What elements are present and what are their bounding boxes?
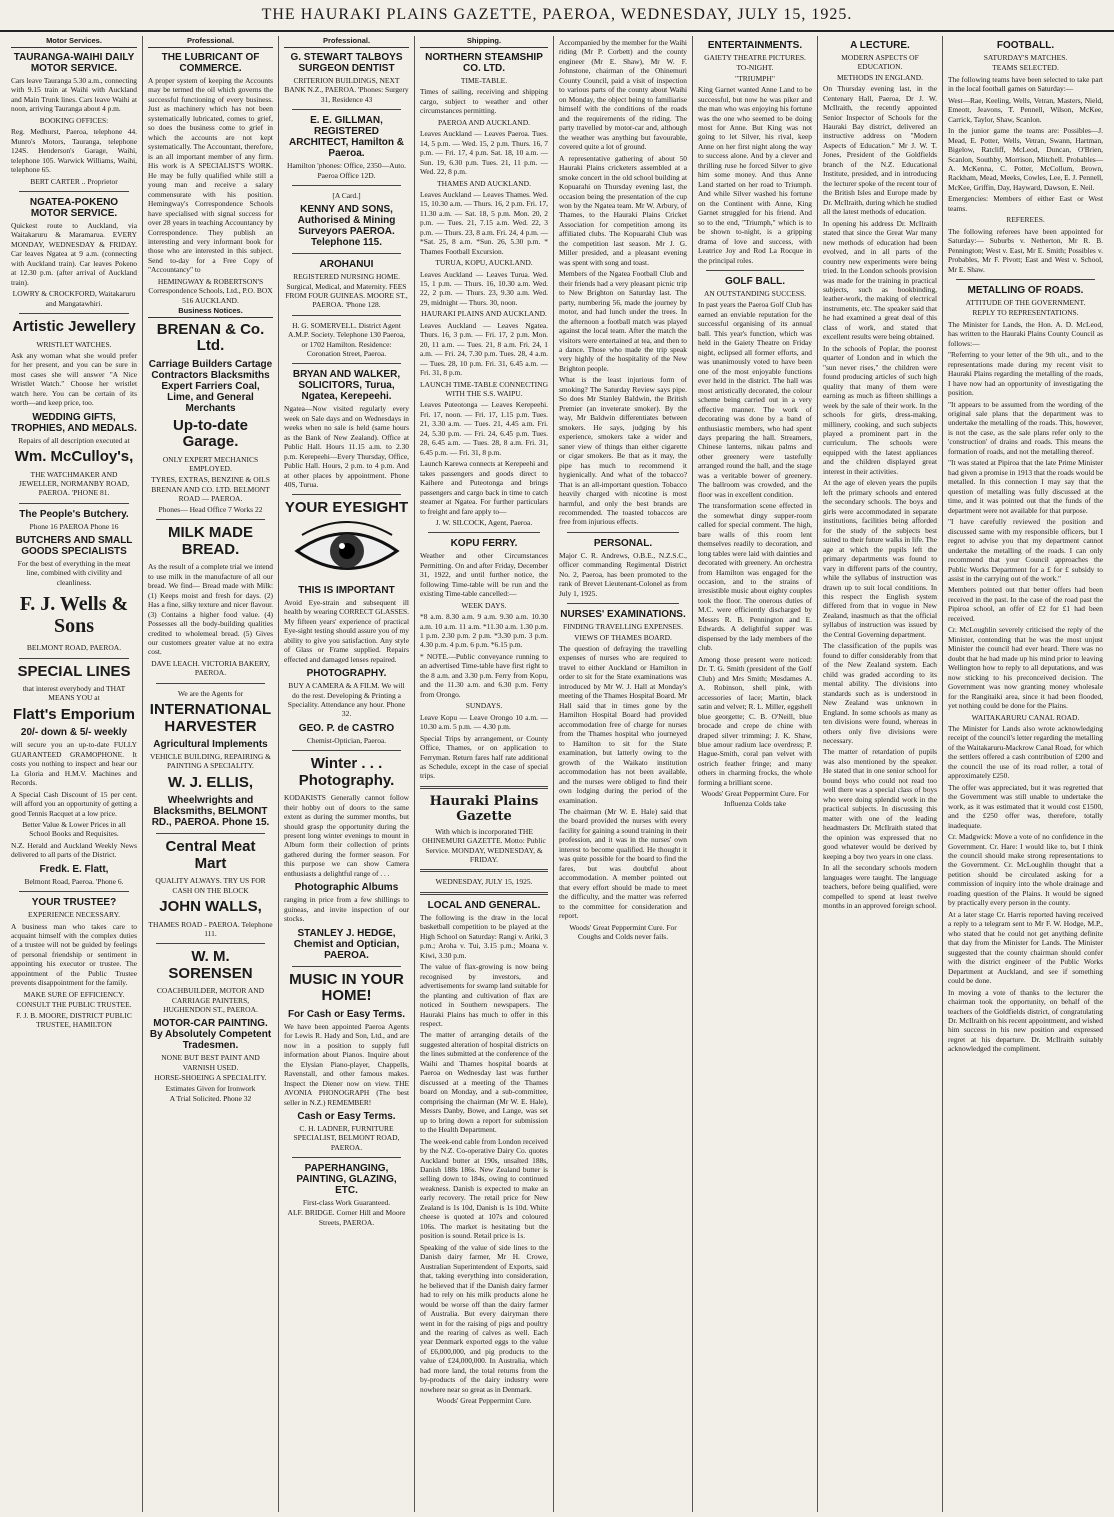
timetable-heading: TURUA, KOPU, AUCKLAND. xyxy=(435,258,533,268)
ad-heading: Wm. McCulloy's, xyxy=(14,448,134,466)
column-professional xyxy=(279,36,415,1512)
proprietor: BERT CARTER .. Proprietor xyxy=(30,176,118,186)
article-subheading: REPLY TO REPRESENTATIONS. xyxy=(972,308,1079,318)
ad-subheading: MAKE SURE OF EFFICIENCY. xyxy=(23,989,125,999)
ad-text: NONE BUT BEST PAINT AND VARNISH USED. xyxy=(161,1053,260,1072)
ad-text: Better Value & Lower Prices in all School Books and Requisites. xyxy=(22,820,126,839)
ad-text: First-class Work Guaranteed. xyxy=(302,1198,391,1208)
ad-text: CRITERION BUILDINGS, NEXT BANK N.Z., PAEROA. 'Phones: Surgery 31, Residence 43 xyxy=(284,76,409,104)
divider xyxy=(292,315,401,316)
ad-heading: 20/- down & 5/- weekly xyxy=(20,727,128,739)
ad-text: Times of sailing, receiving and shipping cargo, subject to weather and other circumstances permitting. xyxy=(420,87,548,116)
footer-ad: Woods' Great Peppermint Cure. For Coughs and Colds never fails. xyxy=(569,922,677,941)
ad-heading: W. M. SORENSEN xyxy=(168,948,253,982)
ad-heading: Carriage Builders Cartage Contractors Blacksmiths Expert Farriers Coal, Lime, and General Merchants xyxy=(148,358,273,414)
article-subheading: SATURDAY'S MATCHES. xyxy=(983,53,1068,62)
ad-subheading: BOOKING OFFICES: xyxy=(39,115,109,125)
ad-signature: HEMINGWAY & ROBERTSON'S Correspondence Schools, Ltd., P.O. BOX 516 AUCKLAND. xyxy=(148,276,273,305)
ad-heading: Artistic Jewellery xyxy=(12,318,136,335)
ad-heading: NGATEA-POKENO MOTOR SERVICE. xyxy=(29,196,119,219)
divider xyxy=(19,191,129,192)
article-text: Among those present were noticed: Dr. T. G. Smith (president of the Golf Club) and Mrs Smith; Mesdames A. A. Robinson, shell pink, with accessories of lace; Martin, black satin and velvet; R. L. Miller, eggshell blue georgette; C. B. O'Neill, blue brocade and crepe de chine with draped silver trimming; J. K. Shaw, blue amour radium lace overdress; P. Hague-Smith, coral pan velvet with ostrich feather fringe; and many others in charming frocks, the whole forming a brilliant scene. xyxy=(698,654,812,787)
article-text: The following is the draw in the local basketball competition to be played at the High School on Saturday: Rangi v. Ariki, 3 p.m.; Aroha v. Tui, 3.15 p.m.; Moana v. Kiwi, 3.30 p.m. xyxy=(420,912,548,960)
article-text: Accompanied by the member for the Waihi riding (Mr P. Corbett) and the county engineer (Mr E. Shaw), Mr W. F. Johnstone, chairman of the Ohinemuri County Council, paid a visit of inspection to various parts of the county about Waihi on Monday, the object being to familiarise himself with the conditions of the roads and the requirements of the riding. The party travelled by motor-car and, although the weather was anything but favourable, covered quite a lot of ground. xyxy=(559,38,687,152)
article-subheading: TO-NIGHT. xyxy=(736,63,774,73)
article-text: The classification of the pupils was found to differ considerably from that of the New Zealand system. Each child was graded according to its mental ability. The divisions into standards such as is understood in New Zealand was unknown in England. In some schools as many as ten divisions were found, whereas in others only five divisions were necessary. xyxy=(823,641,937,745)
divider xyxy=(292,363,401,364)
footer-ad: Woods' Great Peppermint Cure. For Influenza Colds take xyxy=(701,789,809,808)
masthead-title: THE HAURAKI PLAINS GAZETTE, PAEROA, WEDNESDAY, JULY 15, 1925. xyxy=(261,6,853,23)
article-text: The following referees have been appointed for Saturday:— Suburbs v. Netherton, Mr R. B. Pennington; West v. East, Mr E. Smith; Possibles v. Probables, Mr F. Pivott; East and West v. School, Mr E. Shaw. xyxy=(948,226,1103,274)
divider xyxy=(19,658,129,659)
divider xyxy=(567,603,679,604)
column-entertainments xyxy=(693,36,818,1512)
ad-text: Quickest route to Auckland, via Waitakaruru & Maramarua. EVERY MONDAY, WEDNESDAY & FRIDAY. Car leaves Ngatea at 9 a.m. (connecting with Auckland train). Car leaves Pokeno at 12.30 p.m. (after arrival of Auckland train). xyxy=(11,220,137,287)
ad-heading: F. J. Wells & Sons xyxy=(19,593,129,638)
gazette-nameplate: Hauraki Plains Gazette xyxy=(429,793,539,824)
timetable-heading: SUNDAYS. xyxy=(465,701,503,711)
gazette-subtitle: With which is incorporated THE OHINEMURI GAZETTE. Motto: Public Service. MONDAY, WEDNESDAY, & FRIDAY. xyxy=(422,826,546,865)
ad-heading: Flatt's Emporium xyxy=(13,705,135,723)
ad-heading: Photographic Albums xyxy=(294,882,399,894)
ad-heading: YOUR EYESIGHT xyxy=(284,499,409,517)
ad-heading: Fredk. E. Flatt, xyxy=(39,863,109,875)
ad-signature: J. W. SILCOCK, Agent, Paeroa. xyxy=(435,517,533,527)
article-heading: GOLF BALL. xyxy=(725,276,785,288)
article-text: The value of flax-growing is now being recognised by investors, and advertisements for swamp land suitable for the planting and cultivation of flax are noticed in Southern newspapers. The Hauraki Plains has much to offer in this respect. xyxy=(420,962,548,1028)
article-text: The offer was appreciated, but it was regretted that the Government was still unable to undertake the work, as it was estimated that it would cost £1500, and the £250 offer was, therefore, totally inadequate. xyxy=(948,782,1103,830)
article-text: Emergencies: Members of either East or West teams. xyxy=(948,194,1103,213)
article-heading: LOCAL AND GENERAL. xyxy=(427,899,541,911)
divider xyxy=(156,519,265,520)
article-text: In opening his address Dr. McIlraith stated that since the Great War many new methods of education had been evolved, and in all parts of the country new experiments were being tried. In the London schools provision was made for the training in practical subjects, such as bookbinding, leather-work, the making of electrical instruments, etc. The speaker said that he had examined a great deal of this class of work, and stated that excellent results were being obtained. xyxy=(823,218,937,342)
ad-heading: MUSIC IN YOUR HOME! xyxy=(289,970,404,1005)
section-heading: Business Notices. xyxy=(148,306,273,318)
ad-heading: E. E. GILLMAN, REGISTERED ARCHITECT, Hamilton & Paeroa. xyxy=(289,115,404,160)
section-heading: Shipping. xyxy=(420,36,548,48)
ad-text: N.Z. Herald and Auckland Weekly News delivered to all parts of the District. xyxy=(11,840,137,860)
divider xyxy=(292,109,401,110)
timetable-heading: WEEK DAYS. xyxy=(461,600,507,610)
timetable: Leaves Auckland — Leaves Ngatea. Thurs. 16, 3 p.m. — Fri. 17, 2 p.m. Mon. 20, 11 a.m. — Tues. 21, 8 a.m. Fri. 24, 1 a.m. — Fri. 24, 7.30 p.m. Tues. 28, 4 a.m. — Tues. 28, 10 p.m. Fri. 31, 6.45 a.m. — Fri. 31, 8 p.m. xyxy=(420,320,548,378)
article-subheading: TEAMS SELECTED. xyxy=(992,63,1059,73)
ad-text: BUY A CAMERA & A FILM. We will do the rest. Developing & Printing a Speciality. Attendance any hour. Phone 32. xyxy=(287,681,406,719)
ad-text: A business man who takes care to acquaint himself with the complex duties of a trustee will not be guided by feelings of personal friendship or sentiment in appointing his executor or trustee. The appointment of the Public Trustee prevents disappointment for the family. xyxy=(11,921,137,988)
ad-signature: C. H. LADNER, FURNITURE SPECIALIST, BELMONT ROAD, PAEROA. xyxy=(293,1123,400,1152)
article-subheading: FINDING TRAVELLING EXPENSES. xyxy=(563,622,683,632)
divider xyxy=(156,833,265,834)
column-shipping xyxy=(415,36,554,1512)
article-text: Members pointed out that better offers had been received in the past. In the case of the road past the Pipiroa school, an offer of £2 for £1 had been received. xyxy=(948,585,1103,623)
ad-text: Phones— Head Office 7 Works 22 xyxy=(158,504,263,514)
ad-heading: MILK MADE BREAD. xyxy=(168,524,253,558)
section-heading: Motor Services. xyxy=(11,36,137,48)
article-subheading: REFEREES. xyxy=(1006,215,1045,225)
footer-ad: Woods' Great Peppermint Cure. xyxy=(436,1396,532,1406)
ad-subheading: WRISTLET WATCHES. xyxy=(36,339,112,349)
article-text: At the age of eleven years the pupils left the primary schools and entered the secondary schools. The boys and girls were accommodated in separate institutions, facilities being afforded for the study of the subjects best suited to their future walks in life. The age at which the pupils left the primary departments was found to vary in different parts of the country, while the syllabus of instruction was drawn up to suit local conditions. In this respect the English system differed from that in vogue in New Zealand, inasmuch as that the official syllabus of instruction was issued by the Central Governing department. xyxy=(823,478,937,639)
divider xyxy=(156,683,265,684)
ad-text: COACHBUILDER, MOTOR AND CARRIAGE PAINTERS, HUGHENDON ST., PAEROA. xyxy=(156,986,265,1015)
ad-heading: MOTOR-CAR PAINTING. By Absolutely Competent Tradesmen. xyxy=(149,1018,272,1052)
ad-subheading: For Cash or Easy Terms. xyxy=(287,1008,406,1020)
column-news xyxy=(554,36,693,1512)
ad-heading: The People's Butchery. xyxy=(19,508,129,520)
ad-heading: BRYAN AND WALKER, SOLICITORS, Turua, Ngatea, Kerepeehi. xyxy=(292,369,401,403)
ad-heading: BRENAN & Co. Ltd. xyxy=(156,320,265,355)
divider xyxy=(156,943,265,944)
divider xyxy=(706,270,804,271)
issue-date: WEDNESDAY, JULY 15, 1925. xyxy=(435,877,533,887)
ad-heading: G. STEWART TALBOYS SURGEON DENTIST xyxy=(290,52,403,74)
masthead xyxy=(0,0,1114,32)
divider xyxy=(567,532,679,533)
article-text: In the junior game the teams are: Possibles—J. Mead, E. Potter, Wells, Vetran, Swann, Hartman, Bigelow, Ratcliff, McLeod, Duncan, O'Brien, Scanlon, Southby, Morrison, Mitchell. Probables—A. McKenna, C. Potter, McCollum, Brown, Rackham, Mead, Meeks, Cowles, Lee, E. J. Pennell, McKee, Griffin, Day, Hayward, Dawson, E. Neil. xyxy=(948,126,1103,192)
article-text: Cr. McLoughlin severely criticised the reply of the Minister, contending that he was the most unjust Minister the council had ever heard. There was no doubt that he had made up his mind prior to leaving Wellington how to reply to all deputations, and was now sticking to his preconceived decision. The Government was now granting money wholesale for the Rangitaiki area, since it had been flooded, yet nothing could be done for the Plains. xyxy=(948,625,1103,711)
article-text: "It was stated at Pipiroa that the late Prime Minister had given a promise in 1913 that the roads would be metalled. In this connection I may say that the question of metalling was fully discussed at the time, and it was pointed out that the funds of the department were not available for that purpose. xyxy=(948,458,1103,515)
ad-heading: PAPERHANGING, PAINTING, GLAZING, ETC. xyxy=(296,1163,397,1197)
divider xyxy=(428,532,540,533)
article-text: Members of the Ngatea Football Club and their friends had a very pleasant picnic trip to New Brighton on Saturday last. The party, numbering 56, made the journey by motor, and had lunch under the trees. In the afternoon a football match was played against the local team. After the match the visitors were entertained at tea, and then to a dance. Those who made the trip speak very highly of the hospitality of the New Brighton people. xyxy=(559,269,687,373)
article-text: Cr. Madgwick: Move a vote of no confidence in the Government. Cr. Hare: I would like to, but I think the council should make strong representations to the Government. Cr. McLoughlin thought that a petition should be circulated asking for a commission of inquiry into the whole drainage and roading question of the Plains. It would be signed by practically every person in the county. xyxy=(948,832,1103,908)
article-text: The week-end cable from London received by the N.Z. Co-operative Dairy Co. quotes Auckland butter at 190s, unsalted 188s, Danish 188s 186s. New Zealand butter is selling down to 184s, owing to continued weakness. Danish is expected to make an early recovery. The retail price for New Zealand is 1s 10d, Danish is 1s 10d. White cheese is quoted at 107s and coloured 106s. The market is hesitating but the position is sound. Retail price is 1s. xyxy=(420,1136,548,1241)
ad-text: Special Trips by arrangement, or County Office, Thames, or on application to Ferryman. Return fares half rate additional as Schedule, except in the case of special trips. xyxy=(420,733,548,781)
ad-text: Cars leave Tauranga 5.30 a.m., connecting with 9.15 train at Waihi with Auckland and Main Trunk lines. Cars leave Waihi at noon, arriving Tauranga about 4 p.m. xyxy=(11,76,137,114)
timetable: Leaves Auckland — Leaves Thames. Wed. 15, 10.30 a.m. — Thurs. 16, 2 p.m. Fri. 17, 11.30 a.m. — Sat. 18, 5 p.m. Mon. 20, 2 p.m. — Tues. 21, 7.15 a.m. Wed. 22, 3 p.m. — Thurs. 23, 8 a.m. Fri. 24, 4 p.m. — *Sat. 25, 8 a.m. *Sun. 26, 5.30 p.m. * Thames Football Excursion. xyxy=(420,189,548,256)
article-heading: FOOTBALL. xyxy=(996,40,1055,51)
ad-subheading: Cash or Easy Terms. xyxy=(297,1110,396,1122)
ad-text: Hamilton 'phones: Office, 2350—Auto. Paeroa Office 12D. xyxy=(287,161,406,180)
ad-heading: KENNY AND SONS, Authorised & Mining Surveyors PAEROA. Telephone 115. xyxy=(297,204,396,249)
article-text: West—Rae, Keeling, Wells, Vetran, Masters, Nield, Emeott, Jeavons, T. Pennell, Wilson, McKee, Carrick, Taylor, Shaw, Scanlon. xyxy=(948,95,1103,124)
article-text: Speaking of the value of side lines to the Danish dairy farmer, Mr H. Crowe, Australian Superintendent of Exports, said that, taking everything into consideration, he believed that if the Danish dairy farmer had to rely on his milk products alone he would be worse off than the dairy farmer of Australia. But every dairyman there went in for the raising of pigs and poultry and the rearing of calves as well. Each year Denmark exported eggs to the value of £6,000,000, and pig products to the value of £24,000,000. In Australia, which had more land, the total returns from the by-products of the dairy industry were nowhere near so great as in Denmark. xyxy=(420,1242,548,1394)
article-text: The following teams have been selected to take part in the local football games on Saturday:— xyxy=(948,74,1103,94)
ad-text: For the best of everything in the meat line, combined with civility and cleanliness. xyxy=(17,559,131,587)
ad-text: THE WATCHMAKER AND JEWELLER, NORMANBY ROAD, PAEROA. 'PHONE 81. xyxy=(18,469,130,498)
article-subheading: WAITAKARURU CANAL ROAD. xyxy=(971,712,1080,722)
divider xyxy=(420,892,548,895)
ad-subheading: TIME-TABLE. xyxy=(460,76,508,85)
ad-text: THAMES ROAD - PAEROA. Telephone 111. xyxy=(148,919,273,938)
ad-text: VEHICLE BUILDING, REPAIRING & PAINTING A SPECIALITY. xyxy=(150,752,271,771)
article-text: The question of defraying the travelling expenses of nurses who are required to travel to either Auckland or Hamilton in order to sit for the State examinations was introduced by Mr W. J. Hall at Monday's meeting of the Thames Hospital Board. Mr Hall said that in times gone by the Hamilton Hospital Board had provided accommodation free of charge for nurses from the Thames hospital who journeyed to Hamilton to sit for the State examination, but latterly owing to the growth of the Waikato institution accommodation has not been available, and the nurses were obliged to find their own lodging during the period of the examination. xyxy=(559,644,687,805)
divider xyxy=(420,786,548,789)
ad-signature: DAVE LEACH. VICTORIA BAKERY, PAEROA. xyxy=(151,658,270,678)
article-text: Major C. R. Andrews, O.B.E., N.Z.S.C., officer commanding Regimental District No. 2, Paeroa, has been promoted to the rank of Brevet Lieutenant-Colonel as from July 1, 1925. xyxy=(559,550,687,598)
ad-heading: Up-to-date Garage. xyxy=(173,416,248,451)
divider xyxy=(292,966,401,967)
column-professional-business xyxy=(143,36,279,1512)
timetable: Leaves Auckland — Leaves Paeroa. Tues. 14, 5 p.m. — Wed. 15, 2 p.m. Thurs. 16, 7 p.m. — Fri. 17, 4 p.m. Sat. 18, 10 a.m. — Sun. 19, 6.30 p.m. Tues. 21, 11 p.m. — Wed. 22, 8 p.m. xyxy=(420,129,548,177)
ad-heading: TAURANGA-WAIHI DAILY MOTOR SERVICE. xyxy=(13,52,135,74)
column-football-roads xyxy=(943,36,1108,1512)
ad-heading: W. J. ELLIS, xyxy=(167,773,253,791)
article-text: The matter of arranging details of the suggested alteration of hospital districts on the lines submitted at the conference of the Waihi and Thames hospital boards at Paeroa on Wednesday last was further discussed at a meeting of the Thames board on Monday, and a sub-committee, comprising the chairman (Mr W. E. Hale), Messrs Danby, Bowe, and Lange, was set up to bring down a report for submission to the Health Department. xyxy=(420,1030,548,1135)
article-text: The Minister for Lands, the Hon. A. D. McLeod, has written to the Hauraki Plains County Council as follows:— xyxy=(948,319,1103,348)
article-text: The transformation scene effected in the somewhat dingy supper-room called for special comment. The high, bare walls of this room lent themselves readily to decoration, and long tables were laid with dainties and decorated with greenery. An orchestra from Hamilton was engaged for the occasion, and to the strains of irresistible music about eighty couples took the floor. The onerous duties of M.C. were efficiently discharged by Messrs R. B. Pennington and E. Edwards. A delightful supper was dispensed by the lady members of the club. xyxy=(698,501,812,653)
ad-text: [A Card.] xyxy=(332,190,361,200)
divider xyxy=(19,313,129,314)
article-text: In the schools of Poplar, the poorest quarter of London and in which the "sun never rises," the children were found producing articles of such high quality that many of them were earning as much as fifteen shillings a week by the sale of their work. In the schools for girls, dress-making, millinery, cooking, and such subjects played a prominent part in the curriculum. The schools were equipped with the latest appliances and the children displayed great interest in their activities. xyxy=(823,343,937,476)
article-text: What is the least injurious form of smoking? The Saturday Review says pipe. So does Mr Stanley Baldwin, the British Premier (an inveterate smoker). By the way, Mr Baldwin differentiates between smokers. He says, judging by his experience, smokers take a wider and saner view of things than either cigarette or cigar smokers. Be that as it may, the pipe has much to recommend it hygienically. And what of the tobacco? That is an all-important question. Tobacco heavily charged with nicotine is most harmful, and only the best brands are recommended. The toasted tobaccos are free from injurious effects. xyxy=(559,375,687,527)
timetable-heading: THAMES AND AUCKLAND. xyxy=(437,178,531,188)
article-text: The chairman (Mr W. E. Hale) said that the board provided the nurses with every facility for gaining a sound training in their profession, and it was in the nurses' own interest to become qualified. He thought it was quite possible for the board to find the fares, but was doubtful about accommodation. A member pointed out that every effort should be made to meet the difficulty, and the matter was referred to the committee for consideration and report. xyxy=(559,806,687,921)
article-heading: ENTERTAINMENTS. xyxy=(707,40,803,51)
ad-text: that interest everybody and THAT MEANS YOU at xyxy=(22,684,126,703)
ad-heading: WEDDING GIFTS, TROPHIES, AND MEDALS. xyxy=(11,411,137,434)
ad-heading: THIS IS IMPORTANT xyxy=(298,584,395,596)
timetable: Leaves Auckland — Leaves Turua. Wed. 15, 1 p.m. — Thurs. 16, 10.30 a.m. Wed. 22, 2 p.m. — Thurs. 23, 9.30 a.m. Wed. 29, midnight — Thurs. 30, noon. xyxy=(420,269,548,307)
article-text: King Garnet wanted Anne Land to be successful, but now he was piker and the man who was enjoying his fortune was the one who seemed to be doing most for Anne. But King was not going to let Silver, his rival, keep Anne on her first night along the way to success alone. And by a clever and thrilling ruse he forced Silver to give him some money. And thus Anne Land started on her road to Triumph. And while Silver washed his fortune on the Continent with Anne, King Garnet struggled for his friend. And so to the end, "Triumph," which is to be shown to-night, is a gripping drama of love and success, with Leatrice Joy and Rod La Rocque in the principal roles. xyxy=(698,85,812,265)
column-motor-services xyxy=(6,36,143,1512)
article-text: "I have carefully reviewed the position and discussed same with my responsible officers, but I regret to advise you that my department cannot undertake the metalling of the roads. I can only recommend that your Council approaches the Public Works Department for a £ for £ subsidy to assist in the carrying out of the work." xyxy=(948,517,1103,583)
ad-heading: Wheelwrights and Blacksmiths, BELMONT RD., PAEROA. Phone 15. xyxy=(151,795,270,829)
ad-text: BRENAN AND CO. LTD. BELMONT ROAD — PAEROA. xyxy=(151,485,270,504)
article-text: At a later stage Cr. Harris reported having received a reply to a telegram sent to Mr F. W. Hodge, M.P., who stated that he could not get anything definite that day from the Minister for Lands. The Minister suggested that the county chairman should confer with the district engineer of the Public Works Department at Auckland, and see if something could be done. xyxy=(948,909,1103,986)
article-text: The matter of retardation of pupils was also mentioned by the speaker. He stated that in one senior school for bound boys who could not read too well there was a special class of boys who were doing splendid work in the practical subjects. In discussing this matter with one of the leading headmasters Dr. McIlraith stated that the opinion was expressed that no good whatever would be derived by keeping a boy two years in one class. xyxy=(823,747,937,861)
column-lecture xyxy=(818,36,943,1512)
ad-subheading: CONSULT THE PUBLIC TRUSTEE. xyxy=(16,1000,132,1010)
ad-text: Estimates Given for Ironwork xyxy=(165,1083,256,1093)
eye-icon xyxy=(292,521,402,581)
ad-heading: JOHN WALLS, xyxy=(159,898,262,916)
ad-text: Repairs of all description executed at xyxy=(18,435,130,445)
article-heading: NURSES' EXAMINATIONS. xyxy=(560,609,686,621)
ad-heading: PHOTOGRAPHY. xyxy=(306,668,387,680)
timetable-heading: HAURAKI PLAINS AND AUCKLAND. xyxy=(421,309,547,319)
ad-heading: INTERNATIONAL HARVESTER xyxy=(149,701,272,735)
article-subheading: ATTITUDE OF THE GOVERNMENT. xyxy=(965,298,1086,308)
ad-heading: BUTCHERS AND SMALL GOODS SPECIALISTS xyxy=(15,535,133,558)
ad-text: TYRES, EXTRAS, BENZINE & OILS xyxy=(151,474,270,484)
timetable-heading: PAEROA AND AUCKLAND. xyxy=(437,117,531,127)
article-text: The Minister for Lands also wrote acknowledging receipt of the council's letter regarding the metalling of the Waitakaruru-Mackrow Canal Road, for which the settlers offered a cash contribution of £200 and the council the use of its road roller, a total of approximately £250. xyxy=(948,723,1103,781)
divider xyxy=(19,503,129,504)
ad-heading: Central Meat Mart xyxy=(165,838,256,872)
article-text: In all the secondary schools modern languages were taught. The language teachers, before being qualified, were compelled to spend at least twelve months in an approved foreign school. xyxy=(823,863,937,910)
divider xyxy=(292,185,401,186)
ad-text: * NOTE.—Public conveyance running to an advertised Time-table have first right to the 8 a.m. and 3.30 p.m. Ferry from Kopu, and the 11.30 a.m. and 6.30 p.m. Ferry from Orongo. xyxy=(420,651,548,699)
ad-text: BELMONT ROAD, PAEROA. xyxy=(26,643,122,653)
divider xyxy=(19,891,129,892)
article-heading: PERSONAL. xyxy=(593,537,653,549)
ad-text: A proper system of keeping the Accounts may be termed the oil which governs the successful functioning of every business. Just as machinery which has not been systematically lubricated, comes to grief, so does the business come to grief in which the accounts are not kept systematically. The Accountant, therefore, is an all important member of any firm. His work is A SPECIALIST'S WORK. He may be fully qualified while still a young man and receive a salary commensurate with his position. Hemingway's Correspondence Schools have specialised with signal success for over 28 years in teaching Accountancy by Correspondence. They publish an interesting and very informant book for those who are interested in this subject. Send to-day for a Free Copy of "Accountancy" to xyxy=(148,76,273,275)
ad-heading: SPECIAL LINES xyxy=(17,662,131,680)
article-subheading: VIEWS OF THAMES BOARD. xyxy=(574,632,672,642)
ad-text: Belmont Road, Paeroa. 'Phone 6. xyxy=(24,876,124,886)
ad-text: ONLY EXPERT MECHANICS EMPLOYED. xyxy=(162,454,259,474)
timetable: *8 a.m. 8.30 a.m. 9 a.m. 9.30 a.m. 10.30 a.m. 10 a.m. 11 a.m. *11.30 a.m. 1.30 p.m. 1 p.m. 2.30 p.m. 2 p.m. *3.30 p.m. 3 p.m. 4.30 p.m. 4 p.m. 6 p.m. *6.15 p.m. xyxy=(420,612,548,650)
ad-text: will secure you an up-to-date FULLY GUARANTEED GRAMOPHONE. It costs you nothing to inspect and hear our La Gloria and H.M.V. Machines and Records. xyxy=(11,740,137,788)
ad-text: We are the Agents for xyxy=(177,688,244,698)
ad-text: REGISTERED NURSING HOME. Surgical, Medical, and Maternity. FEES FROM FOUR GUINEAS. MOORE ST., PAEROA. 'Phone 128. xyxy=(285,272,408,310)
ad-text: H. G. SOMERVELL. District Agent A.M.P. Society. Telephone 130 Paeroa, or 1702 Hamilton. Residence: Coronation Street, Paeroa. xyxy=(288,320,405,358)
ad-text: HORSE-SHOEING A SPECIALITY. xyxy=(154,1073,267,1083)
timetable: Leave Kopu — Leave Orongo 10 a.m. — 10.30 a.m. 5 p.m. — 4.30 p.m. xyxy=(420,712,548,732)
article-subheading: METHODS IN ENGLAND. xyxy=(836,72,924,82)
divider xyxy=(956,279,1095,280)
timetable-heading: LAUNCH TIME-TABLE CONNECTING WITH THE S.S. WAIPU. xyxy=(420,379,548,398)
ad-text: Chemist-Optician, Paeroa. xyxy=(306,735,387,745)
ad-text: Reg. Medhurst, Paeroa, telephone 44. Munro's Motors, Tauranga, telephone 124S. Henderson's Garage, Waihi, telephone 105. Warwick Williams, Waihi, telephone 65. xyxy=(11,127,137,175)
ad-subheading: EXPERIENCE NECESSARY. xyxy=(28,910,120,920)
divider xyxy=(292,253,401,254)
ad-text: Ngatea—Now visited regularly every week on Sale days and on Wednesdays in weeks when no sale is held (same hours as the Bank of New Zealand). Office at Public Hall. Hours 11.15 a.m. to 2.30 p.m. Kerepeehi—Every Thursday, Office, Public Hall. Hours, 2 p.m. to 4 p.m. And at other places by appointment. Phone 40S, Turua. xyxy=(284,404,409,489)
ad-text: Phone 16 PAEROA Phone 16 xyxy=(29,521,119,531)
ad-text: We have been appointed Paeroa Agents for Lewis R. Hady and Son, Ltd., and are now in a position to supply full information about Pianos. Inquire about the Elysian Piano-player, Chappells, Ravenstall, and other famous makes. Inspect the Diener now on view. THE AVONIA PHONOGRAPH (The best seller in N.Z.) REMEMBER! xyxy=(284,1021,409,1107)
ad-signature: F. J. B. MOORE, DISTRICT PUBLIC TRUSTEE, HAMILTON xyxy=(16,1010,132,1029)
timetable: Leaves Puteotonga — Leaves Kerepeehi. Fri. 17, noon. — Fri. 17, 1.15 p.m. Tues. 21, 3.30 a.m. — Tues. 21, 4.45 a.m. Fri. 24, 5.30 p.m. — Fri. 24, 6.45 p.m. Tues. 28, 6.45 a.m. — Tues. 28, 8 a.m. Fri. 31, 6.45 p.m. — Fri. 31, 8 p.m. xyxy=(420,400,548,457)
article-heading: METALLING OF ROADS. xyxy=(967,285,1084,297)
ad-signature: LOWRY & CROCKFORD, Waitakaruru and Mangatawhiri. xyxy=(12,289,136,308)
ad-heading: YOUR TRUSTEE? xyxy=(31,897,117,909)
article-text: In moving a vote of thanks to the lecturer the chairman took the opportunity, on behalf of the teachers of the Goldfields district, of congratulating Dr. McIlraith on his recent appointment, and wished him success in his new position and expressed regret at his departure. Dr. McIlraith suitably acknowledged the compliment. xyxy=(948,987,1103,1054)
ad-signature: ALF. BRIDGE. Corner Hill and Moore Streets, PAEROA. xyxy=(287,1208,406,1227)
ad-text: As the result of a complete trial we intend to use milk in the manufacture of all our bread. We find— Bread made with Milk: (1) Keeps moist and fresh for days. (2) Has a fine, silky texture and nicer flavour. (3) Contains a higher food value. (4) Possesses all the body-building qualities credited to wholemeal bread. (5) Gives our customers greater value at no extra cost. xyxy=(148,562,273,657)
article-text: "It appears to be assumed from the wording of the original sale plans that the department was to undertake the metalling of the roads. This, however, is not the case, as the sale plans refer only to the 'construction' of drains and roads. This means the formation of roads, and not the metalling thereof. xyxy=(948,399,1103,456)
ad-text: Launch Karewa connects at Kerepeehi and takes passengers and goods direct to Kaihere and Puteotonga and brings passengers and cargo back in time to catch steamer at Ngatea. For further particulars to freight and fare apply to— xyxy=(420,459,548,516)
divider xyxy=(420,869,548,872)
ad-text: Weather and other Circumstances Permitting. On and after Friday, December 31, 1922, and until further notice, the following Time-table will be run and the existing Time-table cancelled:— xyxy=(420,551,548,599)
ad-text: Ask any woman what she would prefer for her present, and you can be sure in most cases she will answer "A Nice Wristlet Watch." Choose her wristlet watch here. You can be certain of its worth—and keep price, too. xyxy=(11,350,137,408)
article-subheading: "TRIUMPH" xyxy=(735,73,775,83)
ad-heading: NORTHERN STEAMSHIP CO. LTD. xyxy=(425,52,543,74)
ad-text: QUALITY ALWAYS. TRY US FOR CASH ON THE BLOCK xyxy=(155,876,266,895)
ad-text: A Special Cash Discount of 15 per cent. will afford you an opportunity of getting a good Tennis Racquet at a low price. xyxy=(11,789,137,818)
ad-text: Avoid Eye-strain and subsequent ill health by wearing CORRECT GLASSES. My fifteen years' experience of practical Eye-sight testing should assure you of my ability to give you satisfaction. Any style of Glass or Frame supplied. Repairs effected and damaged lenses repaired. xyxy=(284,597,409,664)
divider xyxy=(292,1157,401,1158)
article-text: In past years the Paeroa Golf Club has earned an enviable reputation for the successful organising of its annual ball. This year's function, which was held in the Gaiety Theatre on Friday night, eclipsed all former efforts, and was unanimously voted to have been one of the most enjoyable functions ever held in the district. The hall was most artistically decorated, the colour scheme being carried out in a very effective manner. The work of decorating was done by a band of enthusiastic members, who had spent days preparing the hall. Streamers, Chinese lanterns, nikau palms and other greenery were tastefully arranged round the hall, and the stage was a veritable bower of greenery. The ballroom was crowded, and the floor was in excellent condition. xyxy=(698,300,812,499)
article-text: A representative gathering of about 50 Hauraki Plains cricketers assembled at a smoke concert in the old school building at Kopuarahi on Thursday evening last, the occasion being the presentation of the cup won by the Ngatea team. Mr W. Arbury, of Thames, to the Hauraki Plains Cricket Association for competition among its affiliated clubs. The Kopuarahi Club was the competition last season. Mr J. G. Miller presided, and a pleasant evening was spent with song and toast. xyxy=(559,153,687,267)
ad-heading: THE LUBRICANT OF COMMERCE. xyxy=(161,52,260,74)
ad-text: KODAKISTS Generally cannot follow their hobby out of doors to the same extent as during the summer months, but should grasp the opportunity during the present long winter evenings to mount in Album form their collection of prints gathered during the former season. For this purpose we can show Camera enthusiasts a delightful range of . . . xyxy=(284,793,409,878)
ad-text: ranging in price from a few shillings to guineas, and invite inspection of our stocks. xyxy=(284,895,409,924)
article-text: On Thursday evening last, in the Centenary Hall, Paeroa, Dr J. W. McIlraith, the recently appointed Senior Inspector of Schools for the Hauraki Bay district, delivered an instructive address on "Modern Aspects of Education." Mr J. W. T. Jones, President of the Goldfields branch of the N.Z. Educational Institute, presided, and in introducing the lecturer spoke of the recent tour of the British Isles and Europe made by Dr. McIlraith, during which he studied all the latest methods of education. xyxy=(823,84,937,217)
article-heading: A LECTURE. xyxy=(850,40,910,51)
ad-heading: Winter . . . Photography. xyxy=(298,755,395,789)
ad-heading: GEO. P. de CASTRO xyxy=(298,722,395,734)
ad-heading: AROHANUI xyxy=(319,259,374,271)
ad-heading: STANLEY J. HEDGE, Chemist and Optician, PAEROA. xyxy=(293,927,400,961)
divider xyxy=(292,494,401,495)
section-heading: Professional. xyxy=(284,36,409,48)
article-subheading: MODERN ASPECTS OF EDUCATION. xyxy=(841,53,919,72)
divider xyxy=(292,750,401,751)
article-subheading: AN OUTSTANDING SUCCESS. xyxy=(703,289,807,299)
ad-heading: KOPU FERRY. xyxy=(450,538,518,550)
section-heading: Professional. xyxy=(148,36,273,48)
ad-text: A Trial Solicited. Phone 32 xyxy=(169,1093,252,1103)
article-subheading: GAIETY THEATRE PICTURES. xyxy=(704,53,806,62)
ad-heading: Agricultural Implements xyxy=(153,739,268,751)
article-text: "Referring to your letter of the 9th ult., and to the representations made during my recent visit to Hauraki Plains regarding the metalling of the roads, I have now had an opportunity of investigating the position. xyxy=(948,350,1103,398)
